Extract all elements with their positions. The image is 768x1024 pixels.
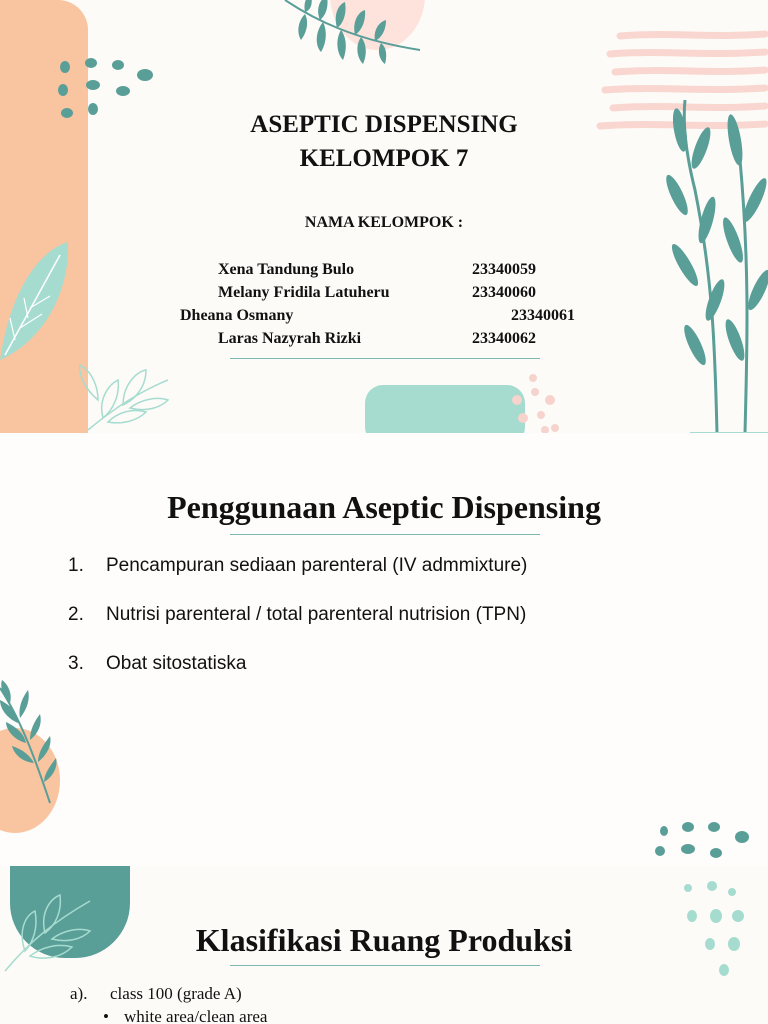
divider xyxy=(230,965,540,966)
list-item xyxy=(68,604,526,626)
slide-classification xyxy=(0,866,768,1024)
slide-title: Klasifikasi Ruang Produksi xyxy=(195,922,573,958)
item-a-label: a). xyxy=(70,984,88,1003)
member-id: 23340062 xyxy=(472,330,536,347)
mint-rect-shape xyxy=(365,385,525,433)
fern-outline-decoration xyxy=(68,360,178,433)
pink-dots-decoration xyxy=(505,370,565,433)
slide-usage xyxy=(0,433,768,866)
list-number: 1. xyxy=(68,555,84,576)
teal-dots-decoration xyxy=(650,817,760,866)
list-item xyxy=(68,653,246,675)
divider xyxy=(230,358,540,359)
member-name: Dheana Osmany xyxy=(180,307,294,324)
list-text: Obat sitostatiska xyxy=(106,653,247,674)
group-label: NAMA KELOMPOK : xyxy=(304,214,464,231)
divider xyxy=(230,534,540,535)
slide-title xyxy=(0,0,768,433)
list-number: 2. xyxy=(68,604,84,625)
fern-decoration xyxy=(275,0,425,75)
title-line-2: KELOMPOK 7 xyxy=(299,145,469,172)
member-id: 23340061 xyxy=(511,307,575,324)
leaf-decoration xyxy=(0,240,75,370)
list-text: Pencampuran sediaan parenteral (IV admmixture) xyxy=(106,555,528,576)
title-line-1: ASEPTIC DISPENSING xyxy=(250,111,518,138)
slide-title: Penggunaan Aseptic Dispensing xyxy=(167,489,601,525)
bullet: • xyxy=(103,1007,109,1024)
member-id: 23340060 xyxy=(472,284,536,301)
member-name: Xena Tandung Bulo xyxy=(218,261,355,278)
member-name: Melany Fridila Latuheru xyxy=(218,284,390,301)
fern-decoration xyxy=(0,678,60,808)
list-item xyxy=(68,555,527,577)
list-number: 3. xyxy=(68,653,84,674)
item-a-text: class 100 (grade A) xyxy=(110,984,242,1003)
member-name: Laras Nazyrah Rizki xyxy=(218,330,362,347)
bullet-text: white area/clean area xyxy=(124,1007,268,1024)
member-id: 23340059 xyxy=(472,261,536,278)
list-text: Nutrisi parenteral / total parenteral nutrision (TPN) xyxy=(106,604,527,625)
